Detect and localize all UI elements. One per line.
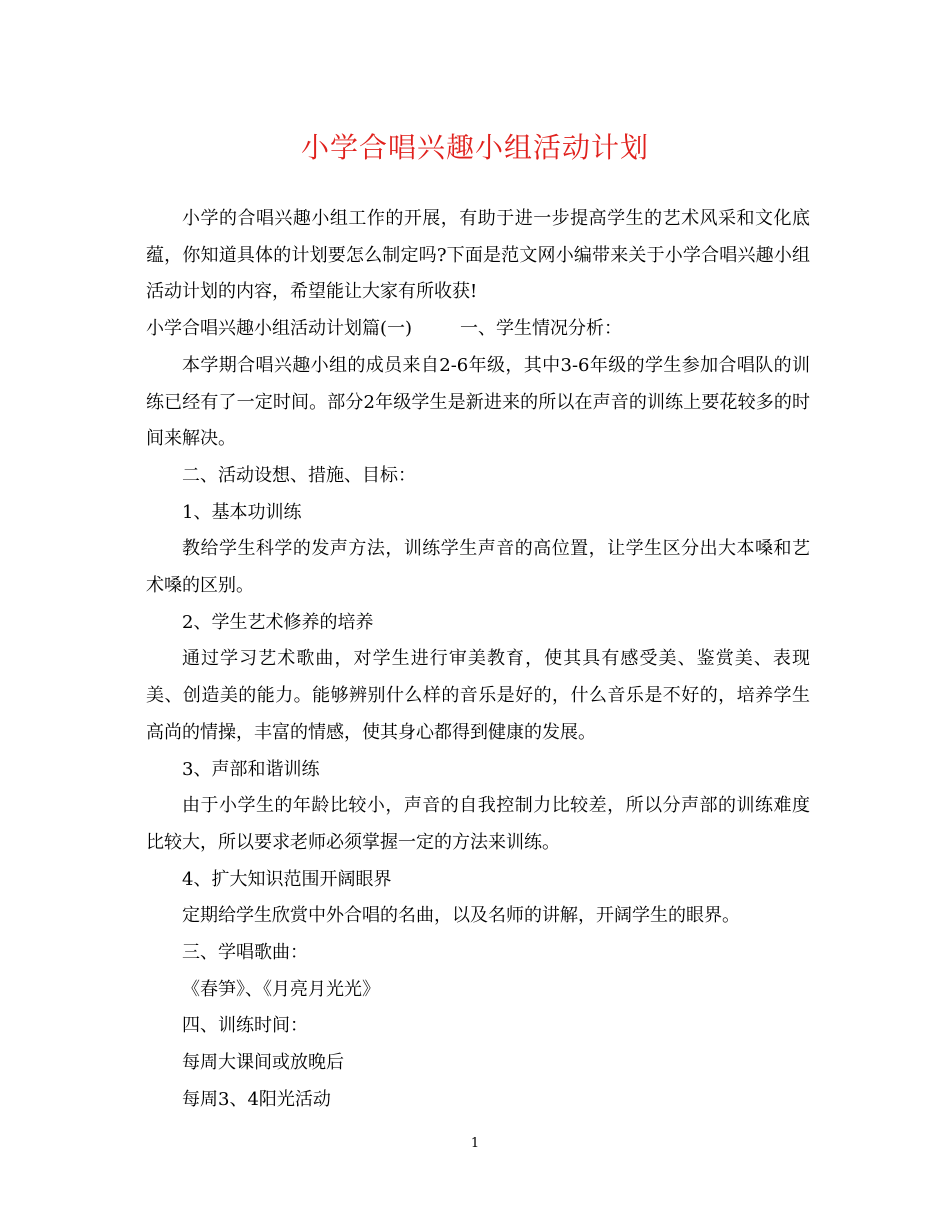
section-heading-subtitle: 一、学生情况分析： [460, 318, 623, 340]
heading-basic-training: 1、基本功训练 [182, 501, 302, 523]
heading-training-time: 四、训练时间： [182, 1015, 308, 1037]
section-heading [146, 311, 810, 348]
paragraph-training-time-1: 每周大课间或放晚后 [182, 1052, 344, 1074]
heading-harmony-training: 3、声部和谐训练 [182, 758, 320, 780]
paragraph-harmony-training: 由于小学生的年龄比较小，声音的自我控制力比较差，所以分声部的训练难度比较大，所以要求老师必须掌握一定的方法来训练。 [146, 795, 810, 853]
paragraph-training-time-2: 每周3、4阳光活动 [182, 1088, 331, 1110]
paragraph-broaden-horizons: 定期给学生欣赏中外合唱的名曲，以及名师的讲解，开阔学生的眼界。 [182, 905, 740, 927]
heading-activity-plan: 二、活动设想、措施、目标： [182, 464, 416, 486]
document-title: 小学合唱兴趣小组活动计划 [300, 131, 649, 164]
heading-art-cultivation: 2、学生艺术修养的培养 [182, 611, 374, 633]
paragraph-basic-training: 教给学生科学的发声方法，训练学生声音的高位置，让学生区分出大本嗓和艺术嗓的区别。 [146, 538, 810, 597]
paragraph-songs: 《春笋》、《月亮月光光》 [182, 978, 380, 1000]
heading-songs: 三、学唱歌曲： [182, 942, 308, 964]
heading-broaden-horizons: 4、扩大知识范围开阔眼界 [182, 868, 392, 890]
section-heading-title: 小学合唱兴趣小组活动计划篇(一) [146, 318, 413, 340]
paragraph-art-cultivation: 通过学习艺术歌曲，对学生进行审美教育，使其具有感受美、鉴赏美、表现美、创造美的能力。能够辨别什么样的音乐是好的，什么音乐是不好的，培养学生高尚的情操，丰富的情感，使其身心都得到健康的发展。 [146, 648, 810, 743]
intro-paragraph: 小学的合唱兴趣小组工作的开展，有助于进一步提高学生的艺术风采和文化底蕴，你知道具体的计划要怎么制定吗?下面是范文网小编带来关于小学合唱兴趣小组活动计划的内容，希望能让大家有所收获! [146, 208, 810, 303]
paragraph-student-analysis: 本学期合唱兴趣小组的成员来自2-6年级，其中3-6年级的学生参加合唱队的训练已经有了一定时间。部分2年级学生是新进来的所以在声音的训练上要花较多的时间来解决。 [146, 354, 810, 450]
document-body [146, 201, 810, 1119]
page-number: 1 [470, 1136, 480, 1151]
